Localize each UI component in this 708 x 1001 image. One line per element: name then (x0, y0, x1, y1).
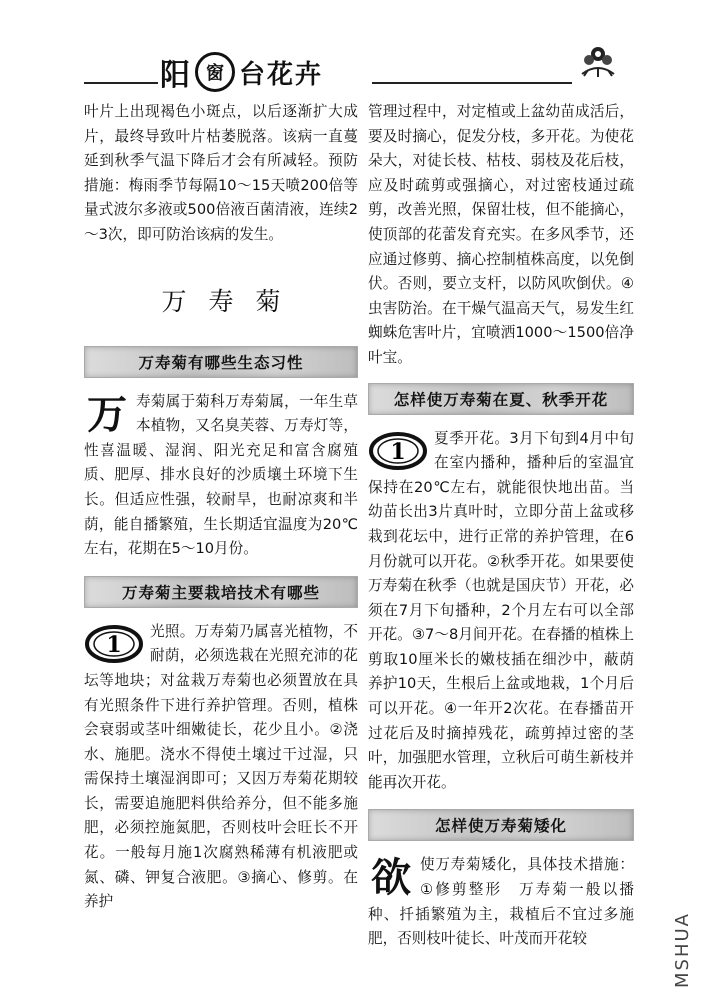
subheading-bar-flowering: 怎样使万寿菊在夏、秋季开花 (368, 383, 634, 415)
header-rule-right (372, 82, 572, 84)
right-column (368, 100, 634, 952)
dwarfing-block (368, 853, 634, 951)
masthead-rest: 台花卉 (239, 59, 324, 90)
masthead-char-1: 阳 (160, 58, 191, 93)
ecology-paragraph: 寿菊属于菊科万寿菊属，一年生草本植物，又名臭芙蓉、万寿灯等，性喜温暖、湿润、阳光充足和富含腐殖质、肥厚、排水良好的沙质壤土环境下生长。但适应性强，较耐旱，也耐凉爽和半荫，能自播繁殖，生长期适宜温度为20℃左右，花期在5～10月份。 (84, 392, 358, 558)
left-column (84, 100, 358, 915)
flowering-paragraph: 夏季开花。3月下旬到4月中旬在室内播种，播种后的室温宜保持在20℃左右，就能很快地出苗。当幼苗长出3片真叶时，立即分苗上盆或移栽到花坛中，进行正常的养护管理，在6月份就可以开花。②秋季开花。如果要使万寿菊在秋季（也就是国庆节）开花，必须在7月下旬播种，2个月左右可以全部开花。③7～8月间开花。在春播的植株上剪取10厘米长的嫩枝插在细沙中，蔽荫养护10天，生根后上盆或地栽，1个月后可以开花。④一年开2次花。在春播苗开过花后及时摘掉残花，疏剪掉过密的茎叶，加强肥水管理，立秋后可萌生新枝并能再次开花。 (368, 429, 634, 791)
right-continued-paragraph: 管理过程中，对定植或上盆幼苗成活后，要及时摘心，促发分枝，多开花。为使花朵大，对徒长枝、枯枝、弱枝及花后枝，应及时疏剪或强摘心，对过密枝通过疏剪，改善光照，保留壮枝，但不能摘心，使顶部的花蕾发育充实。在多风季节，还应通过修剪、摘心控制植株高度，以免倒伏。否则，要立支杆，以防风吹倒伏。④虫害防治。在干燥气温高天气，易发生红蜘蛛危害叶片，宜喷洒1000～1500倍净叶宝。 (368, 103, 634, 366)
circled-one-icon-2 (368, 431, 428, 471)
dwarfing-paragraph: 使万寿菊矮化，具体技术措施：①修剪整形 万寿菊一般以播种、扦插繁殖为主，栽植后不宜过多施肥，否则枝叶徒长、叶茂而开花较 (368, 856, 634, 948)
svg-text:1: 1 (106, 631, 122, 658)
watermark-text: MSHUA (672, 912, 693, 988)
header-rule-left (84, 82, 158, 84)
subheading-bar-dwarfing: 怎样使万寿菊矮化 (368, 809, 634, 841)
subheading-bar-cultivation: 万寿菊主要栽培技术有哪些 (84, 576, 358, 608)
masthead-circle-char: 窗 (195, 52, 235, 92)
flowering-block (368, 427, 634, 796)
cultivation-paragraph: 光照。万寿菊乃属喜光植物，不耐荫，必须选栽在光照充沛的花坛等地块；对盆栽万寿菊也必须置放在具有光照条件下进行养护管理。否则，植株会衰弱或茎叶细嫩徒长，花少且小。②浇水、施肥。浇水不得使土壤过干过湿，只需保持土壤湿润即可；又因万寿菊花期较长，需要追施肥料供给养分，但不能多施肥，必须控施氮肥，否则枝叶会旺长不开花。一般每月施1次腐熟稀薄有机液肥或氮、磷、钾复合液肥。③摘心、修剪。在养护 (84, 622, 358, 911)
flower-ornament-icon (578, 44, 618, 78)
cultivation-block (84, 620, 358, 915)
continued-paragraph: 叶片上出现褐色小斑点，以后逐渐扩大成片，最终导致叶片枯萎脱落。该病一直蔓延到秋季气温下降后才会有所减轻。预防措施：梅雨季节每隔10～15天喷200倍等量式波尔多液或500倍液百菌清液，连续2～3次，即可防治该病的发生。 (84, 103, 358, 243)
ecology-block (84, 390, 358, 562)
dropcap-char-2: 欲 (371, 855, 411, 902)
masthead (160, 50, 323, 94)
circled-one-icon (84, 624, 144, 664)
dropcap-char: 万 (87, 391, 127, 438)
section-title: 万寿菊 (161, 286, 303, 316)
svg-text:1: 1 (390, 438, 406, 465)
subheading-bar-ecology: 万寿菊有哪些生态习性 (84, 346, 358, 378)
